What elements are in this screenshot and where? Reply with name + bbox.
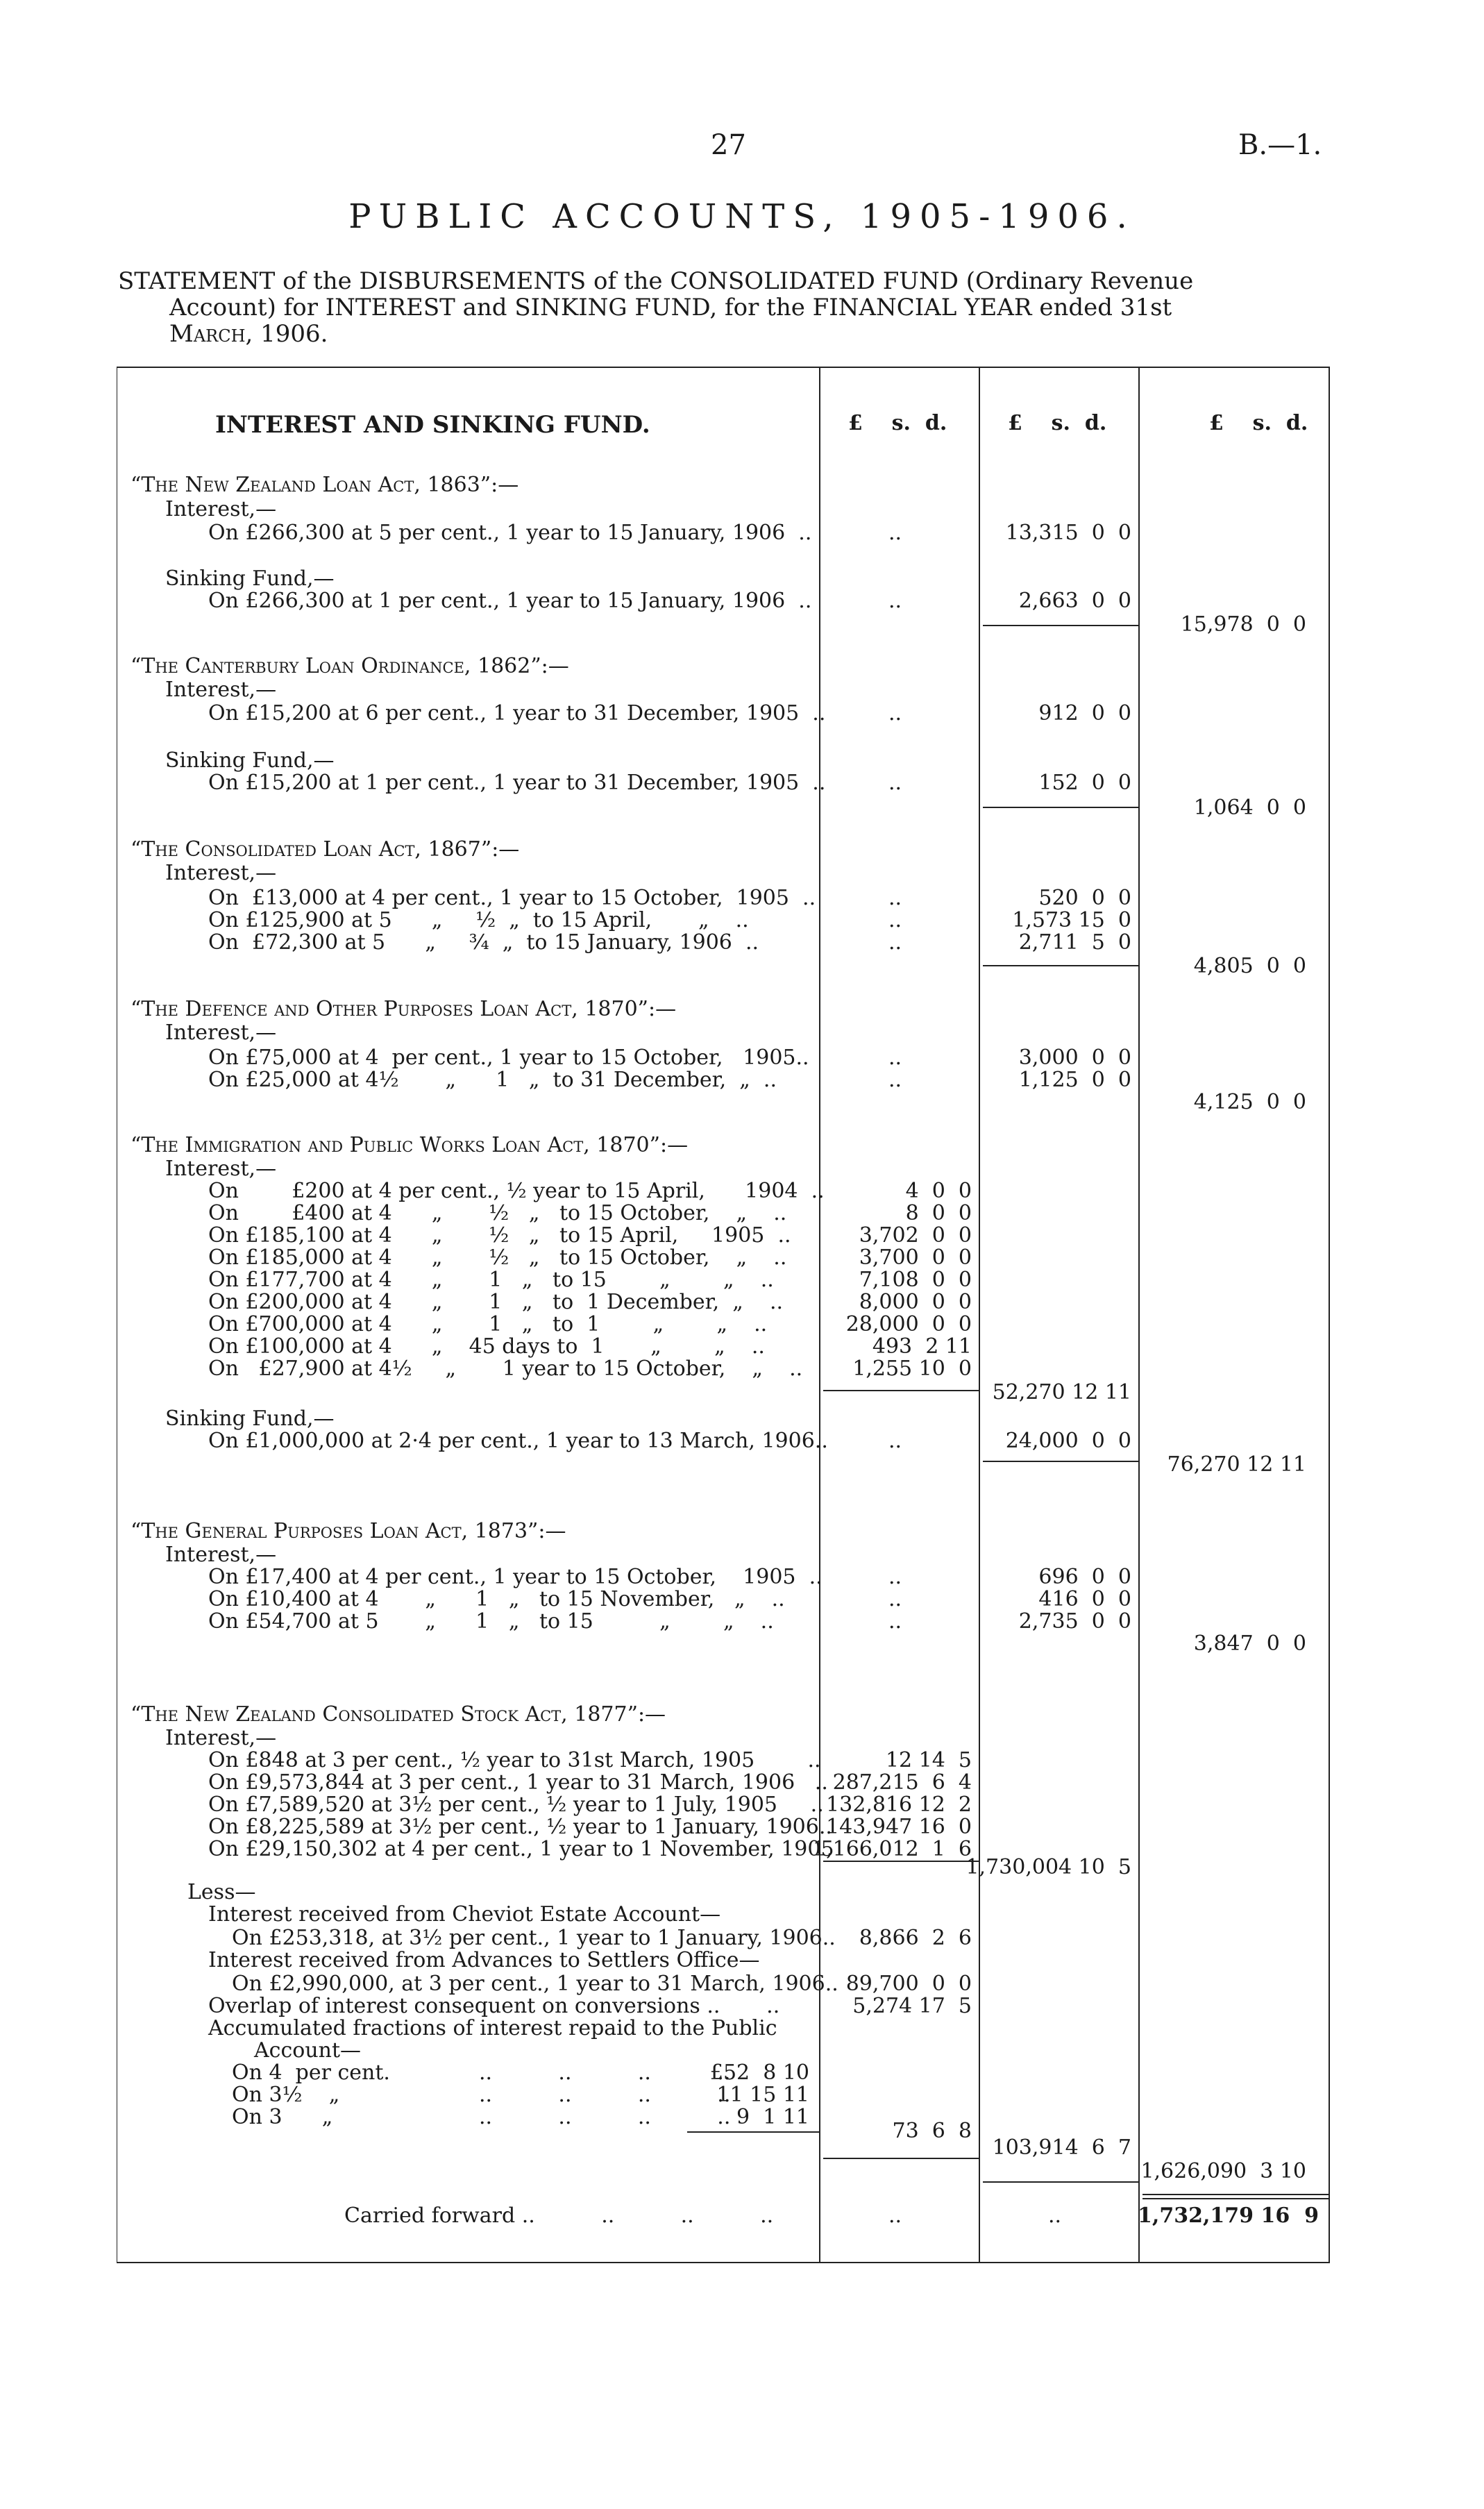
entry-description: On £8,225,589 at 3½ per cent., ½ year to 1 January, 1906.. (208, 1815, 832, 1839)
column-1-value: 3,700 0 0 (859, 1245, 972, 1270)
leader-dots: .. .. .. .. (479, 2061, 731, 2085)
column-1-value: 143,947 16 0 (826, 1815, 972, 1839)
entry-description: On £700,000 at 4 „ 1 „ to 1 „ „ .. (208, 1312, 768, 1336)
interest-label: Interest,— (165, 861, 277, 885)
column-2-value: 152 0 0 (1038, 771, 1131, 795)
column-1-value: 8 0 0 (905, 1201, 972, 1225)
entry-description: On £848 at 3 per cent., ½ year to 31st March, 1905 .. (208, 1748, 821, 1772)
sinking-fund-label: Sinking Fund,— (165, 567, 335, 591)
column-1-value: 132,816 12 2 (826, 1793, 972, 1817)
column-1-value: 1,166,012 1 6 (813, 1837, 972, 1861)
section-total: 4,805 0 0 (1193, 954, 1306, 978)
column-2-value: 3,000 0 0 (1018, 1046, 1131, 1070)
subtotal-rule (983, 2181, 1138, 2183)
column-1-value: .. (888, 886, 902, 910)
entry-description: On £75,000 at 4 per cent., 1 year to 15 October, 1905.. (208, 1046, 809, 1070)
sinking-fund-label: Sinking Fund,— (165, 1407, 335, 1431)
section-title: “The General Purposes Loan Act, 1873”:— (130, 1519, 566, 1543)
subtotal-rule (983, 625, 1138, 626)
section-total: 76,270 12 11 (1167, 1452, 1306, 1477)
entry-description: On £72,300 at 5 „ ¾ „ to 15 January, 1906 .. (208, 930, 759, 955)
entry-description: On £27,900 at 4½ „ 1 year to 15 October, „ .. (208, 1357, 803, 1381)
deduction-heading: Account— (254, 2038, 362, 2063)
column-2-value: 1,125 0 0 (1018, 1068, 1131, 1092)
entry-description: On £54,700 at 5 „ 1 „ to 15 „ „ .. (208, 1609, 774, 1634)
entry-description: On £17,400 at 4 per cent., 1 year to 15 October, 1905 .. (208, 1565, 823, 1589)
column-1-value: 5,274 17 5 (852, 1994, 972, 2018)
column-1-value: .. (888, 1609, 902, 1634)
entry-description: On £2,990,000, at 3 per cent., 1 year to 31 March, 1906.. (232, 1972, 838, 1996)
document-reference: B.—1. (1238, 129, 1322, 161)
column-1-value: 493 2 11 (872, 1334, 972, 1359)
leader-dots: .. .. .. .. (479, 2083, 731, 2107)
column-1-value: .. (888, 701, 902, 725)
entry-description: On £185,000 at 4 „ ½ „ to 15 October, „ .. (208, 1245, 787, 1270)
column-1-value: .. (888, 2204, 902, 2228)
fraction-value: 11 15 11 (716, 2083, 809, 2107)
fraction-value: 9 1 11 (736, 2105, 809, 2129)
interest-label: Interest,— (165, 1157, 277, 1181)
column-1-value: 1,255 10 0 (852, 1357, 972, 1381)
section-title: “The Canterbury Loan Ordinance, 1862”:— (130, 654, 569, 678)
entry-description: Overlap of interest consequent on conversions .. .. (208, 1994, 780, 2018)
deduction-heading: Interest received from Advances to Settlers Office— (208, 1948, 760, 1972)
entry-description: On £9,573,844 at 3 per cent., 1 year to 31 March, 1906 .. (208, 1770, 828, 1795)
column-1-value: .. (888, 930, 902, 955)
subtotal-rule (687, 2131, 819, 2133)
column-1-value: 7,108 0 0 (859, 1268, 972, 1292)
section-title: “The Immigration and Public Works Loan Act, 1870”:— (130, 1133, 689, 1157)
statement-line-3: March, 1906. (169, 320, 328, 348)
fractions-total: 73 6 8 (892, 2119, 972, 2143)
column-2-value: 2,735 0 0 (1018, 1609, 1131, 1634)
interest-label: Interest,— (165, 678, 277, 702)
interest-label: Interest,— (165, 497, 277, 521)
column-1-value: 8,866 2 6 (859, 1926, 972, 1950)
subtotal-rule (983, 1461, 1138, 1462)
entry-description: On £15,200 at 1 per cent., 1 year to 31 December, 1905 .. (208, 771, 826, 795)
total-double-rule (1142, 2194, 1330, 2199)
column-2-value: 912 0 0 (1038, 701, 1131, 725)
column-2-value: 696 0 0 (1038, 1565, 1131, 1589)
entry-description: On £253,318, at 3½ per cent., 1 year to 1 January, 1906.. (232, 1926, 836, 1950)
column-1-value: .. (888, 908, 902, 932)
carried-forward-total: 1,732,179 16 9 (1138, 2204, 1319, 2228)
entry-description: On £125,900 at 5 „ ½ „ to 15 April, „ .. (208, 908, 749, 932)
subtotal-rule (983, 807, 1138, 808)
entry-description: On £100,000 at 4 „ 45 days to 1 „ „ .. (208, 1334, 765, 1359)
subtotal-rule (823, 1861, 979, 1862)
entry-description: On £29,150,302 at 4 per cent., 1 year to 1 November, 1905 (208, 1837, 834, 1861)
column-1-value: .. (888, 1587, 902, 1611)
table-heading: INTEREST AND SINKING FUND. (215, 411, 650, 439)
entry-description: On £1,000,000 at 2·4 per cent., 1 year to 13 March, 1906.. (208, 1429, 828, 1453)
section-title: “The Defence and Other Purposes Loan Act, 1870”:— (130, 997, 677, 1021)
column-1-value: 28,000 0 0 (845, 1312, 972, 1336)
section-title: “The New Zealand Loan Act, 1863”:— (130, 473, 519, 497)
column-1-value: .. (888, 1068, 902, 1092)
entry-description: On £185,100 at 4 „ ½ „ to 15 April, 1905 .. (208, 1223, 791, 1248)
fraction-label: On 3½ „ (232, 2083, 340, 2107)
column-2-value: .. (1048, 2204, 1062, 2228)
page-title: PUBLIC ACCOUNTS, 1905-1906. (348, 197, 1136, 236)
column-1-value: 3,702 0 0 (859, 1223, 972, 1248)
section-total: 4,125 0 0 (1193, 1090, 1306, 1114)
column-2-value: 24,000 0 0 (1005, 1429, 1131, 1453)
sinking-fund-label: Sinking Fund,— (165, 748, 335, 773)
column-2-value: 13,315 0 0 (1005, 521, 1131, 545)
column-1-value: 89,700 0 0 (845, 1972, 972, 1996)
less-label: Less— (187, 1880, 256, 1904)
column-1-value: .. (888, 521, 902, 545)
statement-heading (118, 268, 1331, 347)
column-header-1: £ s. d. (848, 411, 947, 435)
subtotal-rule (823, 2158, 979, 2159)
section-total: 1,626,090 3 10 (1140, 2159, 1306, 2183)
column-header-2: £ s. d. (1008, 411, 1107, 435)
interest-label: Interest,— (165, 1726, 277, 1750)
statement-line-2: Account) for INTEREST and SINKING FUND, for the FINANCIAL YEAR ended 31st (169, 294, 1172, 321)
entry-description: On £15,200 at 6 per cent., 1 year to 31 December, 1905 .. (208, 701, 826, 725)
interest-label: Interest,— (165, 1021, 277, 1045)
column-1-value: 287,215 6 4 (832, 1770, 972, 1795)
column-1-value: .. (888, 1046, 902, 1070)
column-divider-3 (1138, 367, 1140, 2263)
subtotal-rule (983, 965, 1138, 966)
column-1-value: 4 0 0 (905, 1179, 972, 1203)
fraction-label: On 3 „ (232, 2105, 333, 2129)
column-1-value: .. (888, 771, 902, 795)
section-total: 3,847 0 0 (1193, 1631, 1306, 1656)
entry-description: On £10,400 at 4 „ 1 „ to 15 November, „ .. (208, 1587, 785, 1611)
column-header-3: £ s. d. (1209, 411, 1308, 435)
section-total: 1,064 0 0 (1193, 796, 1306, 820)
column-1-value: .. (888, 1429, 902, 1453)
statement-line-1: STATEMENT of the DISBURSEMENTS of the CONSOLIDATED FUND (Ordinary Revenue (118, 267, 1194, 295)
column-2-value: 2,663 0 0 (1018, 589, 1131, 613)
interest-label: Interest,— (165, 1543, 277, 1567)
column-2-value: 416 0 0 (1038, 1587, 1131, 1611)
deduction-heading: Interest received from Cheviot Estate Account— (208, 1902, 721, 1927)
interest-subtotal: 1,730,004 10 5 (966, 1855, 1131, 1879)
fraction-label: On 4 per cent. (232, 2061, 390, 2085)
entry-description: On £200,000 at 4 „ 1 „ to 1 December, „ .. (208, 1290, 784, 1314)
column-1-value: .. (888, 589, 902, 613)
entry-description: On £266,300 at 5 per cent., 1 year to 15 January, 1906 .. (208, 521, 812, 545)
column-2-value: 2,711 5 0 (1018, 930, 1131, 955)
leader-dots: .. .. .. .. (479, 2105, 731, 2129)
column-1-value: 8,000 0 0 (859, 1290, 972, 1314)
page-number: 27 (711, 129, 746, 161)
interest-subtotal: 52,270 12 11 (992, 1380, 1131, 1404)
deduction-heading: Accumulated fractions of interest repaid to the Public (208, 2016, 777, 2040)
column-divider-2 (979, 367, 980, 2263)
entry-description: On £25,000 at 4½ „ 1 „ to 31 December, „ .. (208, 1068, 777, 1092)
entry-description: On £13,000 at 4 per cent., 1 year to 15 October, 1905 .. (208, 886, 816, 910)
entry-description: On £266,300 at 1 per cent., 1 year to 15 January, 1906 .. (208, 589, 812, 613)
entry-description: On £400 at 4 „ ½ „ to 15 October, „ .. (208, 1201, 787, 1225)
column-2-value: 520 0 0 (1038, 886, 1131, 910)
fraction-value: £52 8 10 (709, 2061, 809, 2085)
column-2-value: 1,573 15 0 (1012, 908, 1131, 932)
deductions-total: 103,914 6 7 (992, 2135, 1131, 2160)
carried-forward-label: Carried forward .. .. .. .. (344, 2204, 774, 2228)
subtotal-rule (823, 1390, 979, 1391)
section-total: 15,978 0 0 (1180, 612, 1306, 637)
section-title: “The Consolidated Loan Act, 1867”:— (130, 837, 520, 862)
entry-description: On £7,589,520 at 3½ per cent., ½ year to 1 July, 1905 .. (208, 1793, 824, 1817)
column-1-value: .. (888, 1565, 902, 1589)
section-title: “The New Zealand Consolidated Stock Act, 1877”:— (130, 1702, 666, 1727)
column-1-value: 12 14 5 (885, 1748, 972, 1772)
entry-description: On £177,700 at 4 „ 1 „ to 15 „ „ .. (208, 1268, 774, 1292)
entry-description: On £200 at 4 per cent., ½ year to 15 April, 1904 .. (208, 1179, 825, 1203)
